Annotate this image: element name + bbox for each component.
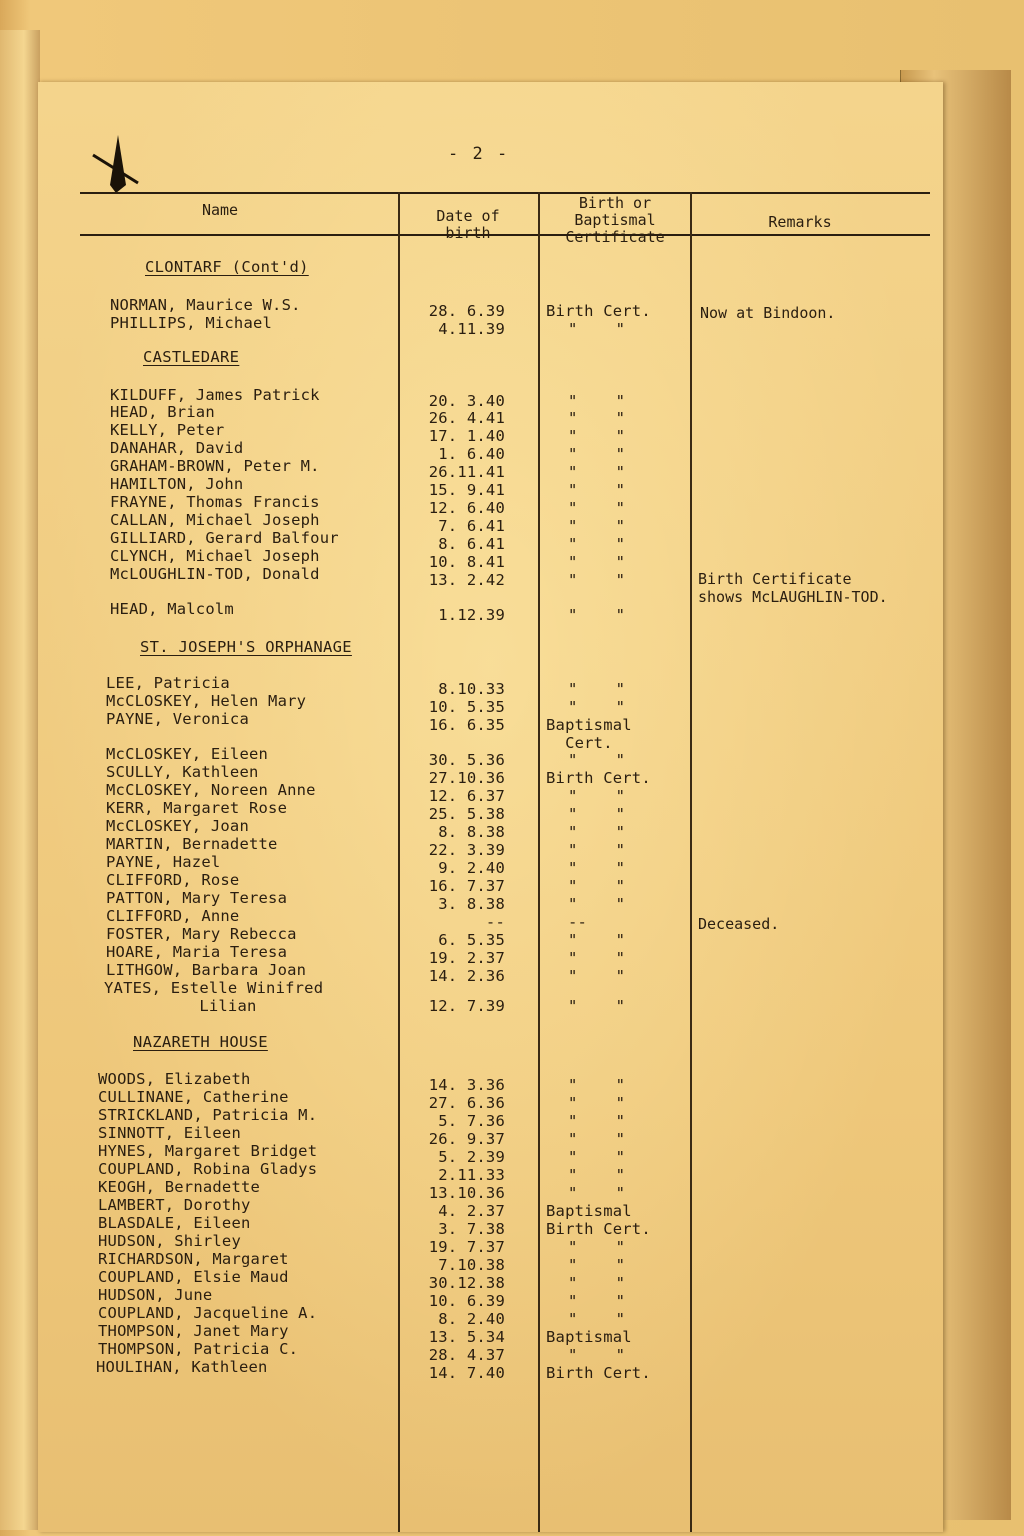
row-name: GILLIARD, Gerard Balfour <box>110 529 339 547</box>
row-name: DANAHAR, David <box>110 439 244 457</box>
row-date: 5. 2.39 <box>438 1148 505 1166</box>
row-name: HYNES, Margaret Bridget <box>98 1142 318 1160</box>
row-name: HOULIHAN, Kathleen <box>96 1358 268 1376</box>
row-name: HEAD, Brian <box>110 403 215 421</box>
row-name: STRICKLAND, Patricia M. <box>98 1106 318 1124</box>
row-date: 26. 4.41 <box>428 409 505 427</box>
row-name: PHILLIPS, Michael <box>110 314 273 332</box>
row-name: McCLOSKEY, Joan <box>106 817 249 835</box>
row-name: McCLOSKEY, Helen Mary <box>106 692 307 710</box>
row-date: 8. 6.41 <box>438 535 505 553</box>
row-name: LEE, Patricia <box>106 674 230 692</box>
row-name: LITHGOW, Barbara Joan <box>106 961 307 979</box>
row-certificate: " " <box>568 1256 626 1274</box>
row-certificate: " " <box>568 1166 626 1184</box>
row-certificate: " " <box>568 571 626 589</box>
row-date: 15. 9.41 <box>428 481 505 499</box>
row-date: 26.11.41 <box>428 463 505 481</box>
header-date-line-2: birth <box>445 224 491 242</box>
row-date: 2.11.33 <box>438 1166 505 1184</box>
row-date: 3. 8.38 <box>438 895 505 913</box>
row-certificate: " " <box>568 499 626 517</box>
row-certificate: " " <box>568 409 626 427</box>
row-remark: Birth Certificate shows McLAUGHLIN-TOD. <box>698 570 888 606</box>
section-title: CASTLEDARE <box>143 348 240 366</box>
row-certificate: Baptismal <box>546 1202 632 1220</box>
paper-clip-icon <box>88 135 148 195</box>
row-certificate: Birth Cert. <box>546 302 651 320</box>
row-date: 10. 8.41 <box>428 553 505 571</box>
row-date: 25. 5.38 <box>428 805 505 823</box>
row-name: COUPLAND, Robina Gladys <box>98 1160 318 1178</box>
row-name: CULLINANE, Catherine <box>98 1088 289 1106</box>
row-date: 14. 3.36 <box>428 1076 505 1094</box>
header-top-rule <box>80 192 930 194</box>
row-name: KILDUFF, James Patrick <box>110 386 320 404</box>
row-certificate: " " <box>568 1184 626 1202</box>
row-name: CLIFFORD, Anne <box>106 907 240 925</box>
row-certificate: " " <box>568 1148 626 1166</box>
row-name: WOODS, Elizabeth <box>98 1070 251 1088</box>
row-name: KELLY, Peter <box>110 421 225 439</box>
row-date: 8. 2.40 <box>438 1310 505 1328</box>
row-name: KEOGH, Bernadette <box>98 1178 261 1196</box>
row-date: 16. 6.35 <box>428 716 505 734</box>
row-name: CLYNCH, Michael Joseph <box>110 547 320 565</box>
row-name: BLASDALE, Eileen <box>98 1214 251 1232</box>
row-name: PAYNE, Veronica <box>106 710 249 728</box>
row-date: 12. 6.37 <box>428 787 505 805</box>
row-name: FRAYNE, Thomas Francis <box>110 493 320 511</box>
row-certificate: " " <box>568 787 626 805</box>
row-date: 10. 6.39 <box>428 1292 505 1310</box>
row-date: 13. 2.42 <box>428 571 505 589</box>
row-certificate: " " <box>568 967 626 985</box>
row-certificate: " " <box>568 1274 626 1292</box>
row-certificate: " " <box>568 445 626 463</box>
header-cert-line-3: Certificate <box>565 228 665 246</box>
row-date: 19. 7.37 <box>428 1238 505 1256</box>
header-cert <box>540 195 690 246</box>
header-cert-line-1: Birth or <box>578 194 652 212</box>
row-name: McCLOSKEY, Noreen Anne <box>106 781 316 799</box>
row-date: 20. 3.40 <box>428 392 505 410</box>
column-divider-2 <box>538 192 540 1532</box>
row-date: 7. 6.41 <box>438 517 505 535</box>
row-date: 8. 8.38 <box>438 823 505 841</box>
row-certificate: " " <box>568 931 626 949</box>
row-certificate: " " <box>568 841 626 859</box>
row-certificate: Baptismal Cert. <box>546 716 632 752</box>
row-name: THOMPSON, Janet Mary <box>98 1322 289 1340</box>
row-date: 30.12.38 <box>428 1274 505 1292</box>
row-name: PAYNE, Hazel <box>106 853 221 871</box>
row-certificate: " " <box>568 1094 626 1112</box>
header-name: Name <box>201 201 239 219</box>
row-name: KERR, Margaret Rose <box>106 799 288 817</box>
row-date: 17. 1.40 <box>428 427 505 445</box>
row-name: CLIFFORD, Rose <box>106 871 240 889</box>
row-date: 4. 2.37 <box>438 1202 505 1220</box>
row-certificate: " " <box>568 553 626 571</box>
left-page-edge <box>0 30 40 1530</box>
header-date-line-1: Date of <box>436 207 500 225</box>
row-certificate: " " <box>568 805 626 823</box>
row-date: 12. 6.40 <box>428 499 505 517</box>
row-name: GRAHAM-BROWN, Peter M. <box>110 457 320 475</box>
row-name: YATES, Estelle Winifred Lilian <box>104 979 324 1015</box>
row-name: SCULLY, Kathleen <box>106 763 259 781</box>
row-certificate: " " <box>568 1112 626 1130</box>
row-date: 27. 6.36 <box>428 1094 505 1112</box>
header-date <box>400 208 536 242</box>
row-name: SINNOTT, Eileen <box>98 1124 241 1142</box>
row-certificate: " " <box>568 877 626 895</box>
row-certificate: " " <box>568 949 626 967</box>
column-divider-3 <box>690 192 692 1532</box>
row-certificate: Birth Cert. <box>546 769 651 787</box>
row-certificate: " " <box>568 1130 626 1148</box>
row-certificate: " " <box>568 427 626 445</box>
row-certificate: Birth Cert. <box>546 1364 651 1382</box>
row-certificate: " " <box>568 895 626 913</box>
row-name: MARTIN, Bernadette <box>106 835 278 853</box>
row-remark: Now at Bindoon. <box>700 304 836 322</box>
row-certificate: " " <box>568 751 626 769</box>
row-certificate: " " <box>568 698 626 716</box>
row-certificate: " " <box>568 517 626 535</box>
row-date: 1. 6.40 <box>438 445 505 463</box>
row-name: HOARE, Maria Teresa <box>106 943 288 961</box>
row-name: FOSTER, Mary Rebecca <box>106 925 297 943</box>
row-name: CALLAN, Michael Joseph <box>110 511 320 529</box>
row-date: 8.10.33 <box>438 680 505 698</box>
header-remarks: Remarks <box>768 213 832 231</box>
row-name: HAMILTON, John <box>110 475 244 493</box>
row-certificate: " " <box>568 680 626 698</box>
row-certificate: " " <box>568 1076 626 1094</box>
section-title: NAZARETH HOUSE <box>133 1033 268 1051</box>
row-date: 14. 7.40 <box>428 1364 505 1382</box>
row-date: 14. 2.36 <box>428 967 505 985</box>
row-date: 9. 2.40 <box>438 859 505 877</box>
row-certificate: " " <box>568 481 626 499</box>
row-date: 30. 5.36 <box>428 751 505 769</box>
row-certificate: " " <box>568 535 626 553</box>
row-certificate: Baptismal <box>546 1328 632 1346</box>
row-name: McLOUGHLIN-TOD, Donald <box>110 565 320 583</box>
row-date: 13.10.36 <box>428 1184 505 1202</box>
row-name: RICHARDSON, Margaret <box>98 1250 289 1268</box>
row-certificate: " " <box>568 997 626 1015</box>
row-certificate: " " <box>568 320 626 338</box>
row-date: 27.10.36 <box>428 769 505 787</box>
row-certificate: " " <box>568 392 626 410</box>
row-date: 12. 7.39 <box>428 997 505 1015</box>
row-certificate: " " <box>568 1346 626 1364</box>
row-date: 19. 2.37 <box>428 949 505 967</box>
row-certificate: -- <box>568 913 588 931</box>
row-date: 26. 9.37 <box>428 1130 505 1148</box>
row-certificate: " " <box>568 606 626 624</box>
row-name: PATTON, Mary Teresa <box>106 889 288 907</box>
row-name: NORMAN, Maurice W.S. <box>110 296 301 314</box>
row-date: 13. 5.34 <box>428 1328 505 1346</box>
row-remark: Deceased. <box>698 915 780 933</box>
row-name: HUDSON, Shirley <box>98 1232 241 1250</box>
row-name: HEAD, Malcolm <box>110 600 234 618</box>
row-date: -- <box>485 913 505 931</box>
row-date: 3. 7.38 <box>438 1220 505 1238</box>
row-date: 1.12.39 <box>438 606 505 624</box>
row-name: THOMPSON, Patricia C. <box>98 1340 299 1358</box>
row-certificate: " " <box>568 463 626 481</box>
row-date: 10. 5.35 <box>428 698 505 716</box>
row-date: 28. 4.37 <box>428 1346 505 1364</box>
row-name: HUDSON, June <box>98 1286 213 1304</box>
section-title: ST. JOSEPH'S ORPHANAGE <box>140 638 352 656</box>
row-date: 28. 6.39 <box>428 302 505 320</box>
row-certificate: " " <box>568 1238 626 1256</box>
row-name: LAMBERT, Dorothy <box>98 1196 251 1214</box>
row-certificate: " " <box>568 823 626 841</box>
row-date: 4.11.39 <box>438 320 505 338</box>
row-certificate: " " <box>568 859 626 877</box>
page-number: - 2 - <box>448 144 510 164</box>
row-date: 5. 7.36 <box>438 1112 505 1130</box>
row-name: COUPLAND, Elsie Maud <box>98 1268 289 1286</box>
row-date: 22. 3.39 <box>428 841 505 859</box>
row-name: COUPLAND, Jacqueline A. <box>98 1304 318 1322</box>
row-certificate: " " <box>568 1292 626 1310</box>
row-date: 16. 7.37 <box>428 877 505 895</box>
header-cert-line-2: Baptismal <box>574 211 656 229</box>
section-title: CLONTARF (Cont'd) <box>145 258 309 276</box>
row-certificate: Birth Cert. <box>546 1220 651 1238</box>
row-certificate: " " <box>568 1310 626 1328</box>
row-date: 7.10.38 <box>438 1256 505 1274</box>
row-date: 6. 5.35 <box>438 931 505 949</box>
column-divider-1 <box>398 192 400 1532</box>
row-name: McCLOSKEY, Eileen <box>106 745 269 763</box>
